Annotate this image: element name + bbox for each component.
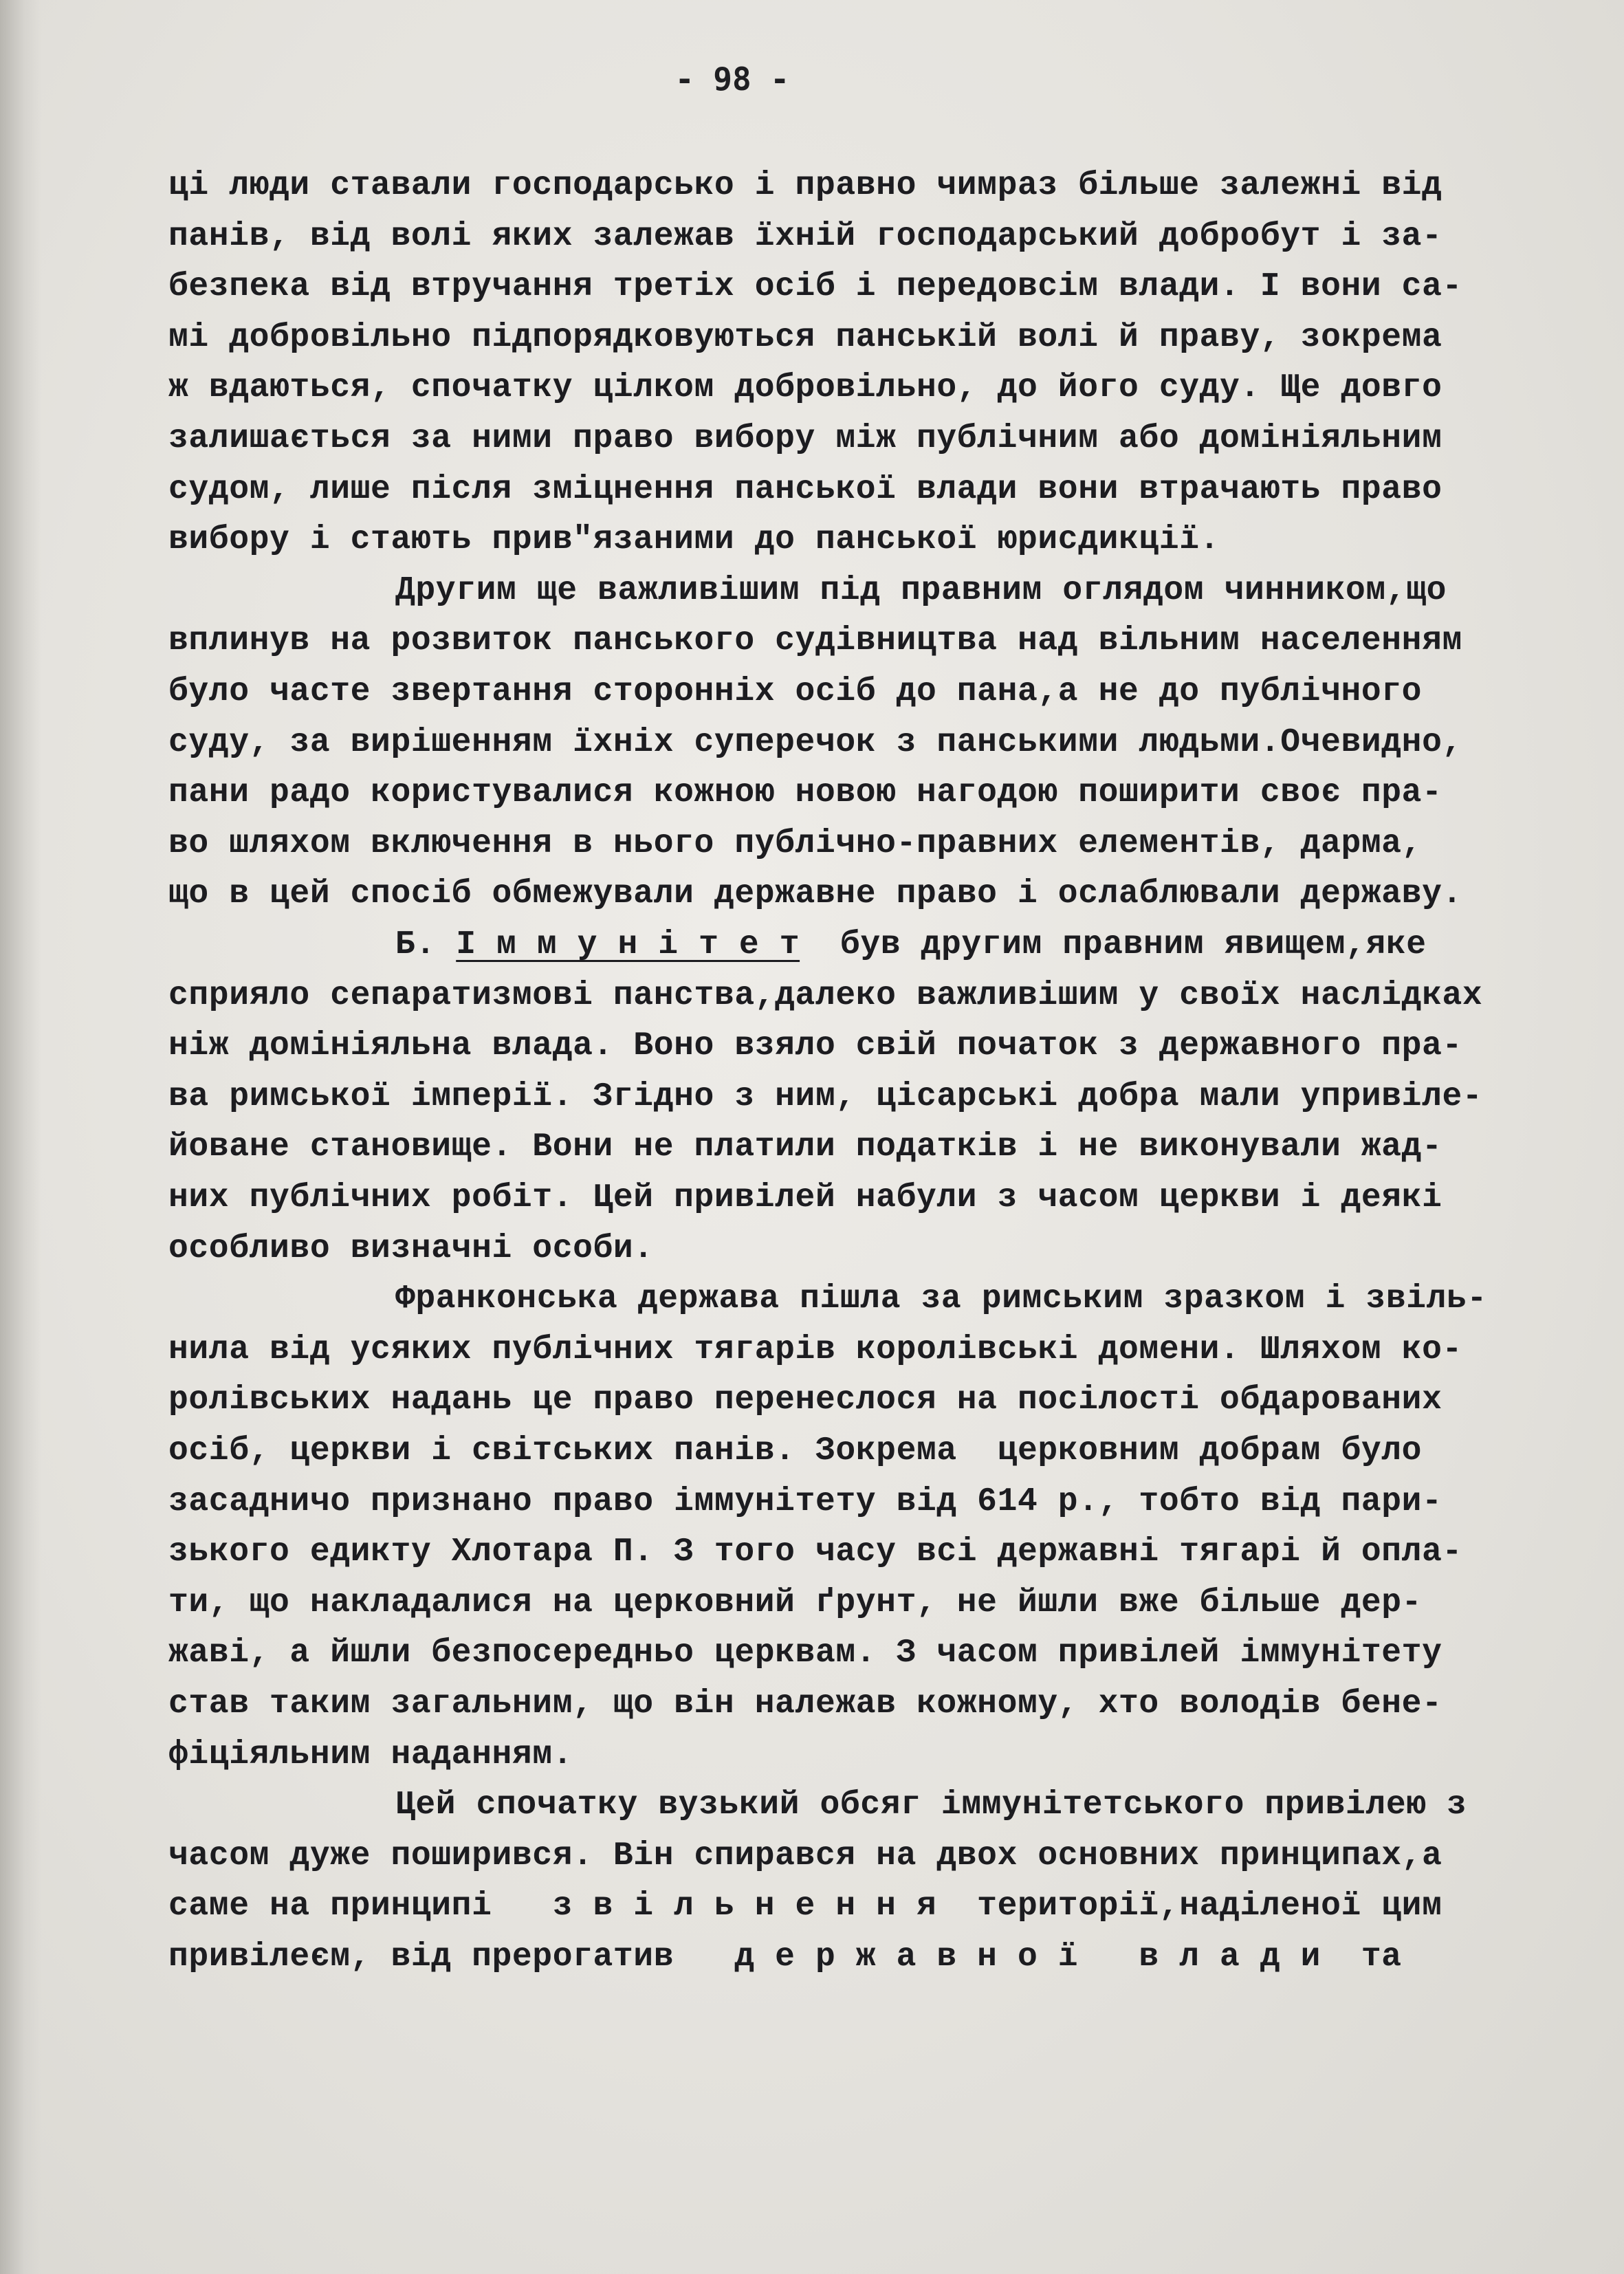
text-line: вибору і стають прив"язаними до панської юрисдикції.: [168, 521, 1220, 559]
text-line: залишається за ними право вибору між публічним або домініяльним: [168, 420, 1442, 457]
text-line: ніж домініяльна влада. Воно взяло свій початок з державного пра-: [168, 1027, 1462, 1065]
page-number: - 98 -: [674, 61, 790, 98]
text-line: мі добровільно підпорядковуються панській волі й праву, зокрема: [168, 318, 1442, 356]
text-line: саме на принципі з в і л ь н е н н я території,наділеної цим: [168, 1888, 1442, 1925]
text-line: безпека від втручання третіх осіб і передовсім влади. І вони са-: [168, 268, 1462, 306]
text-line: привілеєм, від прерогатив д е р ж а в н о ї в л а д и та: [168, 1938, 1402, 1976]
text-line: вплинув на розвиток панського судівництва над вільним населенням: [168, 622, 1462, 660]
scan-edge-shadow: [0, 0, 41, 2274]
text-line: йоване становище. Вони не платили податків і не виконували жад-: [168, 1128, 1442, 1166]
text-line: фіціяльним наданням.: [168, 1736, 573, 1773]
text-line: що в цей спосіб обмежували державне право і ослаблювали державу.: [168, 875, 1462, 913]
text-line: було часте звертання сторонніх осіб до пана,а не до публічного: [168, 673, 1423, 710]
text-line: ти, що накладалися на церковний ґрунт, не йшли вже більше дер-: [168, 1584, 1423, 1621]
text-line: Другим ще важливішим під правним оглядом чинником,що: [395, 571, 1447, 609]
text-line: нила від усяких публічних тягарів королівські домени. Шляхом ко-: [168, 1331, 1462, 1368]
text-line: засадничо признано право іммунітету від 614 р., тобто від пари-: [168, 1483, 1442, 1520]
text-line: Цей спочатку вузький обсяг іммунітетського привілею з: [395, 1786, 1467, 1824]
text-line: осіб, церкви і світських панів. Зокрема церковним добрам було: [168, 1432, 1423, 1469]
text-line: ці люди ставали господарсько і правно чимраз більше залежні від: [168, 167, 1442, 204]
text-line: во шляхом включення в нього публічно-правних елементів, дарма,: [168, 824, 1423, 862]
text-line: особливо визначні особи.: [168, 1229, 654, 1267]
line-text: був другим правним явищем,яке: [800, 926, 1427, 963]
text-line: зького едикту Хлотара П. З того часу всі державні тягарі й опла-: [168, 1533, 1462, 1571]
text-line: ролівських надань це право перенеслося на посілості обдарованих: [168, 1381, 1442, 1419]
text-line: став таким загальним, що він належав кожному, хто володів бене-: [168, 1685, 1442, 1723]
text-line: жаві, а йшли безпосередньо церквам. З часом привілей іммунітету: [168, 1635, 1442, 1672]
section-term: І м м у н і т е т: [456, 926, 800, 963]
text-line: Франконська держава пішла за римським зразком і звіль-: [395, 1280, 1487, 1318]
text-line: судом, лише після зміцнення панської влади вони втрачають право: [168, 470, 1442, 508]
text-line: сприяло сепаратизмові панства,далеко важливішим у своїх наслідках: [168, 976, 1483, 1014]
text-line: суду, за вирішенням їхніх суперечок з панськими людьми.Очевидно,: [168, 723, 1462, 761]
text-line: ж вдаються, спочатку цілком добровільно, до його суду. Ще довго: [168, 369, 1442, 407]
text-line: часом дуже поширився. Він спирався на двох основних принципах,а: [168, 1837, 1442, 1874]
text-line: [395, 924, 1427, 965]
text-line: них публічних робіт. Цей привілей набули з часом церкви і деякі: [168, 1179, 1442, 1216]
section-marker: Б.: [395, 926, 457, 963]
text-line: пани радо користувалися кожною новою нагодою поширити своє пра-: [168, 774, 1442, 812]
text-line: панів, від волі яких залежав їхній господарський добробут і за-: [168, 217, 1442, 255]
text-line: ва римської імперії. Згідно з ним, цісарські добра мали упривіле-: [168, 1078, 1483, 1115]
